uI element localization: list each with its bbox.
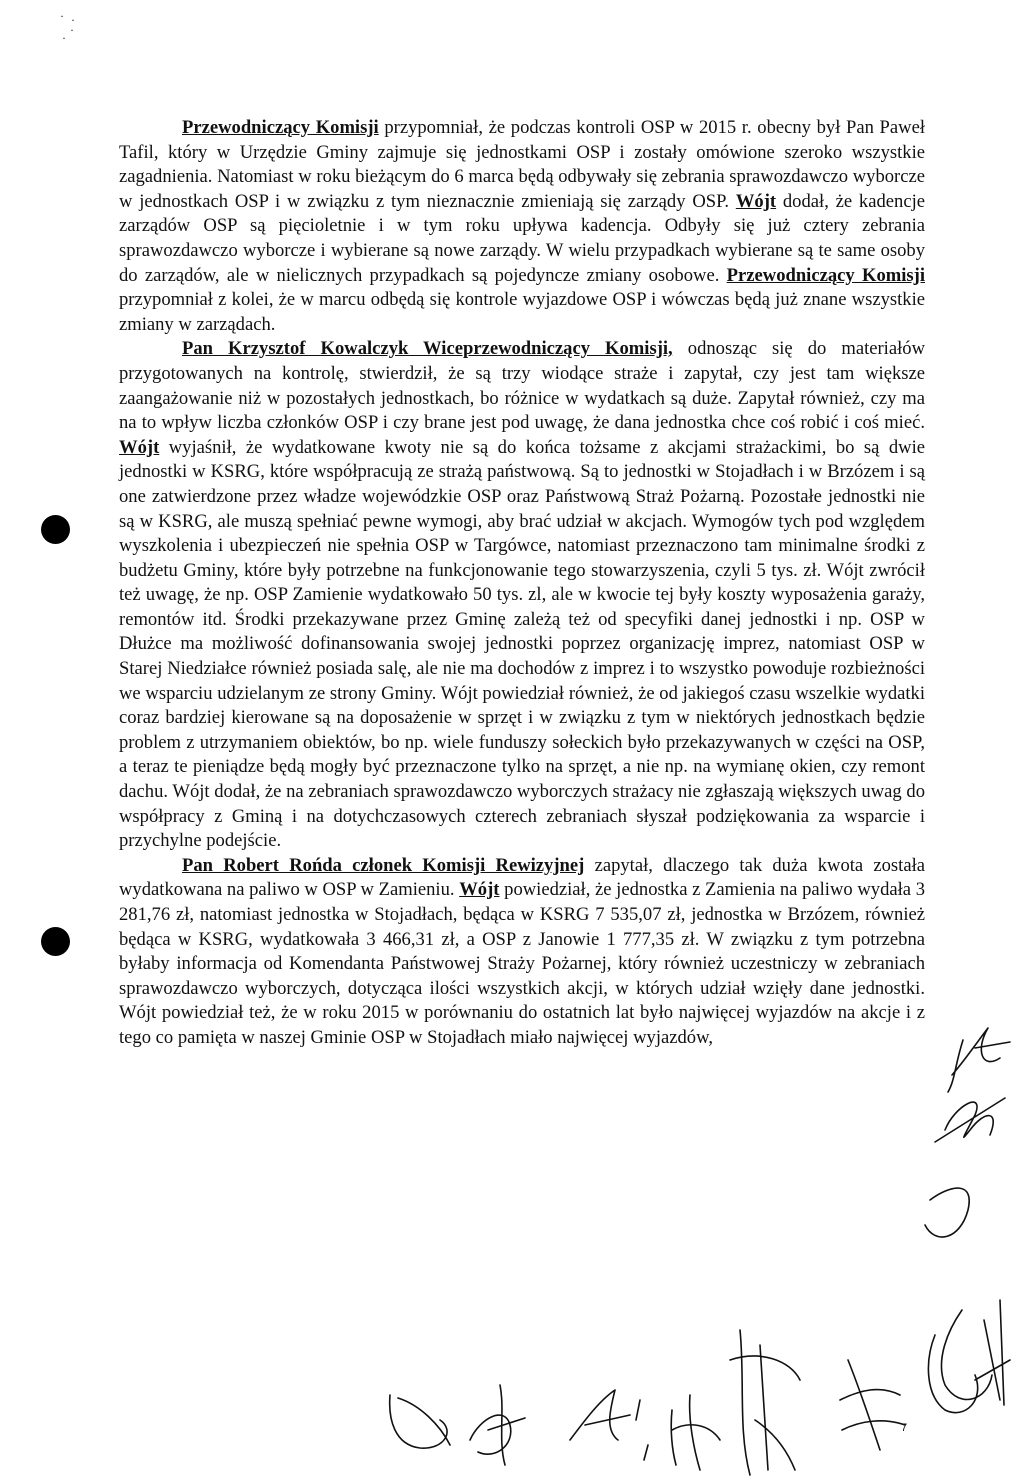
paragraph-text: przypomniał z kolei, że w marcu odbędą się kontrole wyjazdowe OSP i wówczas będą już znane wszystkie zmiany w zarządach. xyxy=(119,289,925,335)
page-number: 7 xyxy=(901,1422,908,1434)
paragraph-text: powiedział, że jednostka z Zamienia na paliwo wydała 3 281,76 zł, natomiast jednostka w Stojadłach, będąca w KSRG 7 535,07 zł, jednostka w Brzózem, również będąca w KSRG, wydatkowała 3 466,31 zł, a OSP z Janowie 1 777,35 zł. W związku z tym potrzebna byłaby informacja od Komendanta Państwowej Straży Pożarnej, który również uczestniczy w zebraniach sprawozdawczo wyborczych, dotycząca ilości wszystkich akcji, w których udział wzięły dane jednostki. Wójt powiedział też, że w roku 2015 w porównaniu do ostatnich lat było najwięcej wyjazdów na akcje i z tego co pamięta w naszej Gminie OSP w Stojadłach miało najwięcej wyjazdów, xyxy=(119,879,925,1048)
paragraph-text: przypomniał, że podczas kontroli OSP w 2015 r. obecny był Pan Paweł Tafil, który w Urzędzie Gminy zajmuje się jednostkami OSP i zostały omówione szeroko wszystkie zagadnienia. Natomiast w roku bieżącym do 6 marca będą odbywały się zebrania sprawozdawczo wyborcze w jednostkach OSP i w związku z tym nieznacznie zmieniają się zarządy OSP. xyxy=(119,117,925,212)
paragraph-text: odnosząc się do materiałów przygotowanych na kontrolę, stwierdził, że są trzy wiodące straże i zapytał, czy jest tam większe zaangażowanie niż w pozostałych jednostkach, bo różnice w wydatkach są duże. Zapytał również, czy ma na to wpływ liczba członków OSP i czy brane jest pod uwagę, że dana jednostka chce coś robić i coś mieć. xyxy=(119,338,925,434)
paragraph-text: wyjaśnił, że wydatkowane kwoty nie są do końca tożsame z akcjami strażackimi, bo są dwie jednostki w KSRG, które współpracują ze strażą państwową. Są to jednostki w Stojadłach i w Brzózem i są one zatwierdzone przez władze wojewódzkie OSP oraz Państwową Straż Pożarną. Pozostałe jednostki nie są w KSRG, ale muszą spełniać pewne wymogi, aby brać udział w akcjach. Wymogów tych pod względem wyszkolenia i ubezpieczeń nie spełnia OSP w Targówce, natomiast przeznaczono tam minimalne środki z budżetu Gminy, które były potrzebne na funkcjonowanie tego stowarzyszenia, czyli 5 tys. zł. Wójt zwrócił też uwagę, że np. OSP Zamienie wydatkowało 50 tys. zl, ale w kwocie tej były koszty wyposażenia garaży, remontów itd. Środki przekazywane przez Gminę zależą też od specyfiki danej jednostki i np. OSP w Dłużce ma możliwość dofinansowania swojej jednostki poprzez organizację imprez, natomiast OSP w Starej Niedziałce również posiada salę, ale nie ma dochodów z imprez i to wszystko powoduje rozbieżności we wsparciu udzielanym ze strony Gminy. Wójt powiedział również, że od jakiegoś czasu wszelkie wydatki coraz bardziej kierowane są na doposażenie w sprzęt i w związku z tym w niektórych jednostkach będzie problem z utrzymaniem obiektów, bo np. wiele funduszy sołeckich było przekazywanych w części na OSP, a teraz te pieniądze będą mogły być przeznaczone tylko na sprzęt, a nie np. na wymianę okien, czy remont dachu. Wójt dodał, że na zebraniach sprawozdawczo wyborczych strażacy nie zgłaszają większych uwag do współpracy z Gminą i na dotychczasowych czterech zebraniach słyszał podziękowania za wsparcie i przychylne podejście. xyxy=(119,436,925,852)
speaker-name: Przewodniczący Komisji xyxy=(726,264,926,286)
paragraph-text: zapytał, dlaczego tak duża kwota została wydatkowana na paliwo w OSP w Zamieniu. xyxy=(119,854,926,901)
speaker-name: Pan Krzysztof Kowalczyk Wiceprzewodniczący Komisji, xyxy=(182,338,673,360)
paragraph-text: dodał, że kadencje zarządów OSP są pięcioletnie i w tym roku upływa kadencja. Odbyły się już cztery zebrania sprawozdawczo wyborcze i wybierane są nowe zarządy. W wielu przypadkach wybierane są te same osoby do zarządów, ale w nielicznych przypadkach są pojedyncze zmiany osobowe. xyxy=(119,190,925,286)
document-page: · · · · Przewodniczący Komisji przypomniał, że podczas kontroli OSP w 2015 r. obecny był Pan Paweł Tafil, który w Urzędzie Gminy zajmuje się jednostkami OSP i zostały omówione szeroko wszystkie zagadnienia. Natomiast w roku bieżącym do 6 marca będą odbywały się zebrania sprawozdawczo wyborcze w jednostkach OSP i w związku z tym nieznacznie zmieniają się zarządy OSP. Wójt dodał, że kadencje zarządów OSP są pięcioletnie i w tym roku upływa kadencja. Odbyły się już cztery zebrania sprawozdawczo wyborcze i wybierane są nowe zarządy. W wielu przypadkach wybierane są te same osoby do zarządów, ale w nielicznych przypadkach są pojedyncze zmiany osobowe. Przewodniczący Komisji przypomniał z kolei, że w marcu odbędą się kontrole wyjazdowe OSP i wówczas będą już znane wszystkie zmiany w zarządach. Pan Krzysztof Kowalczyk Wiceprzewodniczący Komisji, odnosząc się do materiałów przygotowanych na kontrolę, stwierdził, że są trzy wiodące straże i zapytał, czy jest tam większe zaangażowanie niż w pozostałych jednostkach, bo różnice w wydatkach są duże. Zapytał również, czy ma na to wpływ liczba członków OSP i czy brane jest pod uwagę, że dana jednostka chce coś robić i coś mieć. Wójt wyjaśnił, że wydatkowane kwoty nie są do końca tożsame z akcjami strażackimi, bo są dwie jednostki w KSRG, które współpracują ze strażą państwową. Są to jednostki w Stojadłach i w Brzózem i są one zatwierdzone przez władze wojewódzkie OSP oraz Państwową Straż Pożarną. Pozostałe jednostki nie są w KSRG, ale muszą spełniać pewne wymogi, aby brać udział w akcjach. Wymogów tych pod względem wyszkolenia i ubezpieczeń nie spełnia OSP w Targówce, natomiast przeznaczono tam minimalne środki z budżetu Gminy, które były potrzebne na funkcjonowanie tego stowarzyszenia, czyli 5 tys. zł. Wójt zwrócił też uwagę, że np. OSP Zamienie wydatkowało 50 tys. zl, ale w kwocie tej były koszty wyposażenia garaży, remontów itd. Środki przekazywane przez Gminę zależą też od specyfiki danej jednostki i np. OSP w Dłużce ma możliwość dofinansowania swojej jednostki poprzez organizację imprez, natomiast OSP w Starej Niedziałce również posiada salę, ale nie ma dochodów z imprez i to wszystko powoduje rozbieżności we wsparciu udzielanym ze strony Gminy. Wójt powiedział również, że od jakiegoś czasu wszelkie wydatki coraz bardziej kierowane są na doposażenie w sprzęt i w związku z tym w niektórych jednostkach będzie problem z utrzymaniem obiektów, bo np. wiele funduszy sołeckich było przekazywanych w części na OSP, a teraz te pieniądze będą mogły być przeznaczone tylko na sprzęt, a nie np. na wymianę okien, czy remont dachu. Wójt dodał, że na zebraniach sprawozdawczo wyborczych strażacy nie zgłaszają większych uwag do współpracy z Gminą i na dotychczasowych czterech zebraniach słyszał podziękowania za wsparcie i przychylne podejście. Pan Robert Rońda członek Komisji Rewizyjnej zapytał, dlaczego tak duża kwota została wydatkowana na paliwo w OSP w Zamieniu. Wójt powiedział, że jednostka z Zamienia na paliwo wydała 3 281,76 zł, natomiast jednostka w Stojadłach, będąca w KSRG 7 535,07 zł, jednostka w Brzózem, również będąca w KSRG, wydatkowała 3 466,31 zł, a OSP z Janowie 1 777,35 zł. W związku z tym potrzebna byłaby informacja od Komendanta Państwowej Straży Pożarnej, który również uczestniczy w zebraniach sprawozdawczo wyborczych, dotycząca ilości wszystkich akcji, w których udział wzięły dane jednostki. Wójt powiedział też, że w roku 2015 w porównaniu do ostatnich lat było najwięcej wyjazdów na akcje i z tego co pamięta w naszej Gminie OSP w Stojadłach miało najwięcej wyjazdów, 7 xyxy=(0,0,1024,1482)
speaker-name: Przewodniczący Komisji xyxy=(182,117,379,138)
speaker-name: Wójt xyxy=(459,879,500,901)
speaker-name: Pan Robert Rońda członek Komisji Rewizyjnej xyxy=(182,854,585,876)
speaker-name: Wójt xyxy=(119,436,160,458)
speaker-name: Wójt xyxy=(735,190,777,212)
